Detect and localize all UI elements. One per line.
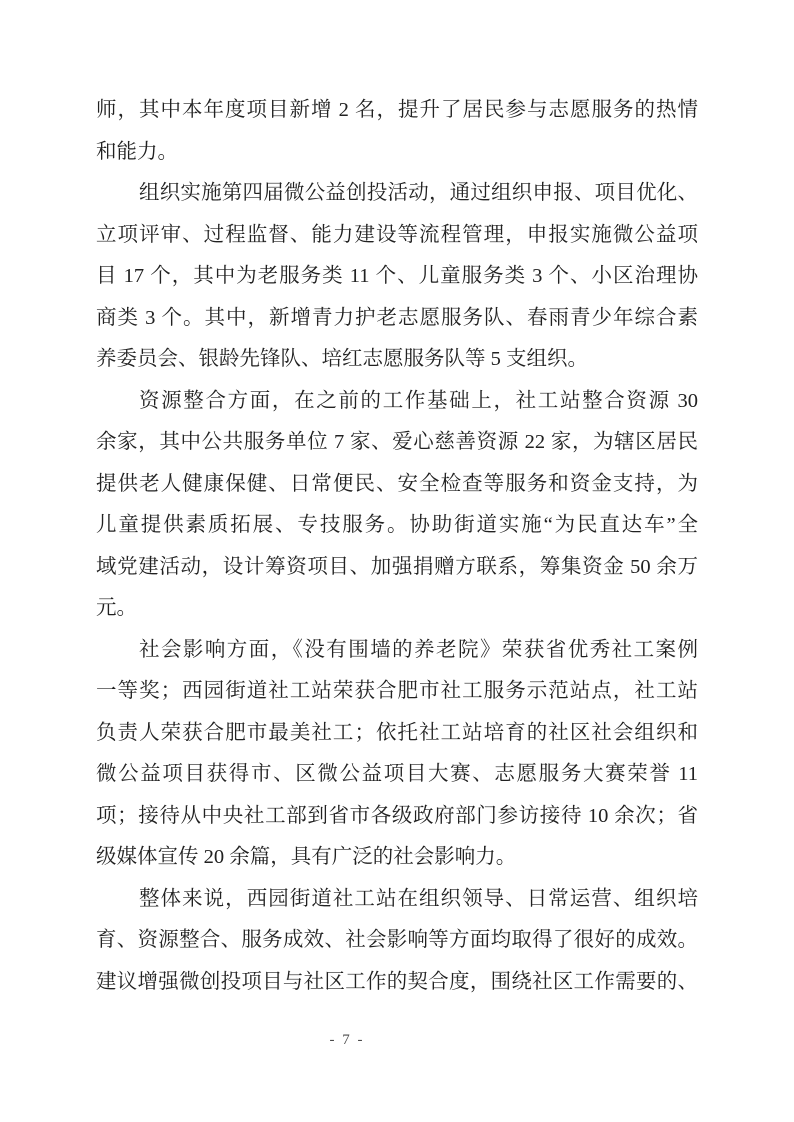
text-line: 商类 3 个。其中，新增青力护老志愿服务队、春雨青少年综合素 — [96, 306, 698, 329]
text-line: 社会影响方面，《没有围墙的养老院》荣获省优秀社工案例 — [139, 638, 698, 661]
text-line: 和能力。 — [96, 140, 178, 163]
text-line: 育、资源整合、服务成效、社会影响等方面均取得了很好的成效。 — [96, 929, 698, 951]
text-line: 余家，其中公共服务单位 7 家、爱心慈善资源 22 家，为辖区居民 — [96, 431, 698, 453]
text-line: 微公益项目获得市、区微公益项目大赛、志愿服务大赛荣誉 11 — [96, 763, 698, 785]
page-number: - 7 - — [329, 1032, 365, 1048]
text-line: 立项评审、过程监督、能力建设等流程管理，申报实施微公益项 — [96, 223, 698, 246]
text-line: 提供老人健康保健、日常便民、安全检查等服务和资金支持，为 — [96, 472, 698, 495]
text-line: 目 17 个，其中为老服务类 11 个、儿童服务类 3 个、小区治理协 — [96, 265, 698, 287]
text-line: 负责人荣获合肥市最美社工；依托社工站培育的社区社会组织和 — [96, 721, 698, 744]
text-line: 整体来说，西园街道社工站在组织领导、日常运营、组织培 — [139, 887, 698, 910]
text-line: 组织实施第四届微公益创投活动，通过组织申报、项目优化、 — [139, 182, 698, 204]
text-line: 建议增强微创投项目与社区工作的契合度，围绕社区工作需要的、 — [96, 970, 698, 993]
text-line: 项；接待从中央社工部到省市各级政府部门参访接待 10 余次；省 — [96, 804, 698, 827]
text-line: 域党建活动，设计筹资项目、加强捐赠方联系，筹集资金 50 余万 — [96, 555, 698, 578]
text-line: 资源整合方面，在之前的工作基础上，社工站整合资源 30 — [139, 389, 698, 412]
text-line: 元。 — [96, 597, 137, 619]
text-line: 养委员会、银龄先锋队、培红志愿服务队等 5 支组织。 — [96, 348, 588, 370]
document-body — [96, 90, 698, 1003]
text-line: 儿童提供素质拓展、专技服务。协助街道实施“为民直达车”全 — [96, 514, 698, 536]
text-line: 一等奖；西园街道社工站荣获合肥市社工服务示范站点，社工站 — [96, 680, 698, 702]
text-line: 级媒体宣传 20 余篇，具有广泛的社会影响力。 — [96, 846, 517, 868]
text-line: 师，其中本年度项目新增 2 名，提升了居民参与志愿服务的热情 — [96, 99, 698, 121]
